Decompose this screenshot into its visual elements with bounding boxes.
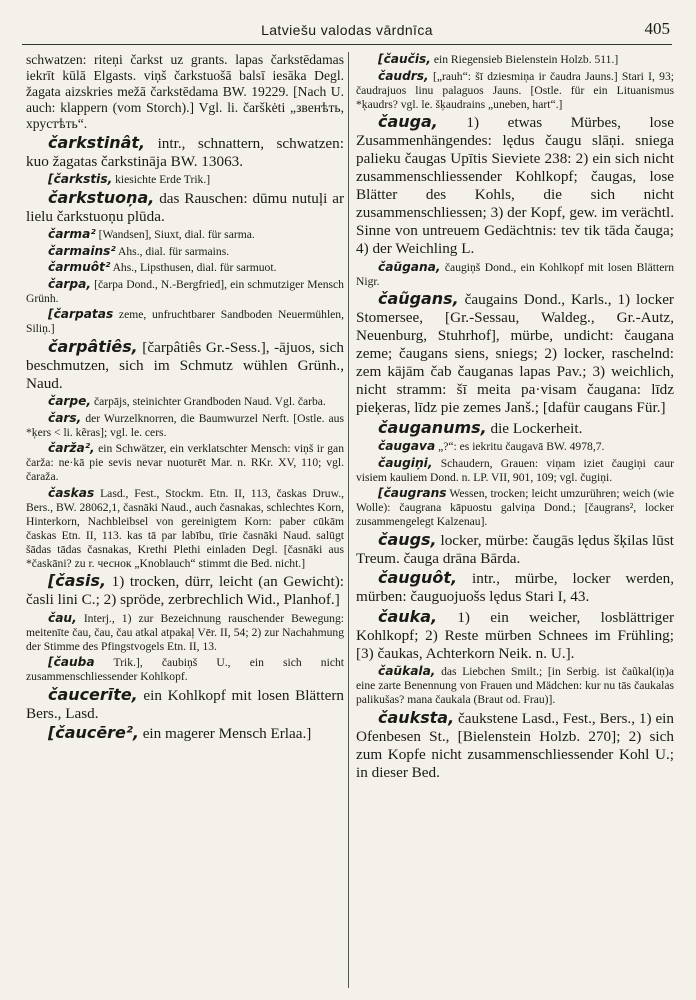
entry-definition: čarpājs, steinichter Grandboden Naud. Vgl. čarba. xyxy=(93,395,326,409)
page-number: 405 xyxy=(644,19,670,38)
entry-headword: čau, xyxy=(48,610,77,625)
left-column xyxy=(26,52,344,745)
dictionary-entry xyxy=(26,611,344,654)
entry-headword: čarpâtiês, xyxy=(48,336,138,356)
entry-headword: čarkstinât, xyxy=(48,132,146,152)
dictionary-entry xyxy=(26,655,344,684)
entry-headword: čaudrs, xyxy=(378,68,429,83)
entry-headword: čauga, xyxy=(378,112,438,131)
entry-definition: ein magerer Mensch Erlaa.] xyxy=(142,725,312,743)
dictionary-entry xyxy=(26,411,344,440)
dictionary-entry xyxy=(26,572,344,609)
dictionary-entry xyxy=(26,724,344,743)
entry-definition: [Wandsen], Siuxt, dial. für sarma. xyxy=(98,228,255,242)
entry-headword: čaũgans, xyxy=(378,289,459,308)
dictionary-entry xyxy=(26,277,344,306)
entry-headword: [čauba xyxy=(48,655,95,670)
entry-headword: čaugs, xyxy=(378,529,437,549)
entry-headword: [čarkstis, xyxy=(48,172,113,187)
entry-headword: čarmains² xyxy=(48,243,116,258)
entry-definition: Ahs., dial. für sarmains. xyxy=(118,244,230,258)
dictionary-entry xyxy=(26,244,344,259)
dictionary-entry xyxy=(26,441,344,484)
dictionary-entry xyxy=(26,338,344,393)
entry-headword: čauka, xyxy=(378,606,438,626)
entry-definition: schwatzen: riteņi čarkst uz grants. lapas čarkstēdamas iekrīt kūlā Elgasts. viņš čarkstuošā balsī iesāka Degl. žagata aizskries mežā čarkstēdama BW. 19229. [Nach U. auch: klappern (vom Storch).] Vgl. li. čarškėti „звенѣть, хрустѣть“. xyxy=(26,52,344,132)
dictionary-entry xyxy=(356,608,674,663)
entry-headword: čaugiņi, xyxy=(378,455,433,470)
dictionary-entry xyxy=(356,531,674,568)
entry-definition: ein Kohlkopf mit losen Blättern Bers., Lasd. xyxy=(26,686,344,722)
dictionary-entry xyxy=(26,486,344,571)
entry-definition: der Wurzelknorren, die Baumwurzel Nerft. [Ostle. aus *ķers < li. kẽras]; vgl. le. cers. xyxy=(26,411,344,439)
page-header xyxy=(22,14,672,45)
entry-definition: Ahs., Lipsthusen, dial. für sarmuot. xyxy=(112,261,277,275)
entry-headword: čarma² xyxy=(48,227,96,242)
entry-headword: čaũkala, xyxy=(378,664,436,678)
entry-headword: čarkstuoņa, xyxy=(48,187,155,207)
dictionary-entry xyxy=(26,52,344,132)
dictionary-entry xyxy=(26,686,344,723)
entry-headword: [čaugrans xyxy=(378,486,447,500)
dictionary-entry xyxy=(356,290,674,417)
entry-headword: čars, xyxy=(48,410,82,425)
entry-headword: čaũgana, xyxy=(378,259,441,274)
dictionary-entry xyxy=(356,52,674,67)
entry-definition: čaukstene Lasd., Fest., Bers., 1) ein Ofenbesen St., [Bielenstein Holzb. 270]; 2) sich zum Kopfe nicht zusammenschliessender Kohl U.; in dieser Bed. xyxy=(356,709,674,781)
dictionary-entry xyxy=(356,69,674,112)
entry-definition: Trik.], čaubiņš U., ein sich nicht zusammenschliessender Kohlkopf. xyxy=(26,656,344,684)
dictionary-entry xyxy=(356,569,674,606)
dictionary-entry xyxy=(26,189,344,226)
entry-headword: [čarpatas xyxy=(48,307,114,322)
entry-headword: čarpe, xyxy=(48,394,92,409)
entry-definition: 1) etwas Mürbes, lose Zusammenhängendes: lędus čaugu slāņi. sniega palieku čaugas Upītis Sieviete 238: 2) ein sich nicht zusammenschliessender Kohlkopf; čaugas, lose Blätter des Kohls, die sich nicht zusammenschliessen; 3) der Kopf, gew. im verächtl. Sinne von untreuem Gedächtnis: tev tik tāda čauga; 4) der Weichling L. xyxy=(356,114,674,257)
entry-headword: čarpa, xyxy=(48,276,91,291)
column-divider xyxy=(348,52,349,988)
entry-definition: ein Riegensieb Bielenstein Holzb. 511.] xyxy=(433,53,619,66)
entry-definition: kiesichte Erde Trik.] xyxy=(115,173,211,187)
entry-headword: čauksta, xyxy=(378,707,455,727)
entry-definition: [čarpa Dond., N.-Bergfried], ein schmutziger Mensch Grünh. xyxy=(26,277,344,305)
entry-definition: locker, mürbe: čaugās lędus šķilas lūst Treum. čauga drāna Bārda. xyxy=(356,531,675,567)
dictionary-entry xyxy=(356,439,674,454)
right-column xyxy=(356,52,674,783)
dictionary-entry xyxy=(26,260,344,275)
dictionary-entry xyxy=(356,113,674,258)
entry-definition: die Lockerheit. xyxy=(490,419,583,437)
entry-headword: časkas xyxy=(48,485,95,500)
entry-definition: Wessen, trocken; leicht umzurühren; weich (wie Wolle): čaugrana kāpuostu galviņa Dond.; [čaugrans², locker zusammengelegt Kalzenau]. xyxy=(356,487,674,528)
entry-definition: Lasd., Fest., Stockm. Etn. II, 113, časkas Druw., Bers., BW. 28062,1, časnāki Naud., auch časnakas, schlechtes Korn, Hinterkorn, Nachbleibsel von gereinigtem Korn: paber cūkām časkas Etn. II, 113. kas tā par labību, tīrie časnāki Naud. salūgt šādas tādas časnakas, Krethi Plethi einladen Degl. [časnāki aus *časkāni? zu r. чеснок „Knoblauch“ stimmt die Bed. nicht.] xyxy=(26,486,344,570)
entry-definition: Schaudern, Grauen: viņam iziet čaugiņi caur visiem kauliem Dond. n. LP. VII, 901, 109; vgl. čugiņi. xyxy=(356,456,674,484)
dictionary-entry xyxy=(356,456,674,485)
entry-headword: čarža², xyxy=(48,441,95,456)
dictionary-entry xyxy=(26,307,344,336)
entry-headword: čauguôt, xyxy=(378,568,458,587)
entry-definition: „?“: es iekritu čaugavā BW. 4978,7. xyxy=(438,440,605,453)
dictionary-entry xyxy=(26,172,344,187)
entry-definition: 1) trocken, dürr, leicht (an Gewicht): časli lini C.; 2) spröde, zerbrechlich Wid., Planhof.] xyxy=(26,573,344,609)
entry-definition: čaugiņš Dond., ein Kohlkopf mit losen Blättern Nigr. xyxy=(356,260,674,288)
entry-definition: Interj., 1) zur Bezeichnung rauschender Bewegung: meitenīte čau, čau, čau atkal atpakaļ Vēr. II, 54; 2) zur Nachahmung der Stimme des Pfingstvogels Etn. II, 13. xyxy=(26,611,344,653)
entry-headword: [časis, xyxy=(48,571,107,591)
entry-definition: 1) ein weicher, losblättriger Kohlkopf; 2) Reste mürben Schnees im Frühling; [3) čaukas, Achterkorn Neik. n. U.]. xyxy=(356,608,675,662)
entry-headword: čaucerīte, xyxy=(48,684,138,704)
entry-headword: čarmuôt² xyxy=(48,260,111,275)
entry-definition: [čarpâtiês Gr.-Sess.], -ājuos, sich beschmutzen, sich im Schmutz wühlen Grünh., Naud. xyxy=(26,338,345,392)
dictionary-entry xyxy=(26,394,344,409)
running-title: Latviešu valodas vārdnīca xyxy=(261,22,433,38)
dictionary-entry xyxy=(356,260,674,289)
entry-headword: čaugava xyxy=(378,439,436,453)
entry-headword: čauganums, xyxy=(378,417,487,437)
dictionary-entry xyxy=(26,227,344,242)
entry-definition: ein Schwätzer, ein verklatschter Mensch: viņš ir gan čarža: ne·kā pie sevis nevar nuoturēt Mar. n. RKr. XV, 110; vgl. čaraža. xyxy=(26,442,344,484)
dictionary-entry xyxy=(356,419,674,438)
entry-definition: [„rauh“: šī dziesmiņa ir čaudra Jauns.] Stari I, 93; čaudrajuos linu palaguos Jauns. [Ostle. für ein Lituanismus *ķaudrs? vgl. le. šķaudrains „uneben, hart“.] xyxy=(356,69,674,111)
entry-definition: das Rauschen: dūmu nutuļi ar lielu čarkstuoņu plūda. xyxy=(26,189,345,225)
dictionary-entry xyxy=(356,709,674,782)
entry-definition: intr., mürbe, locker werden, mürben: čauguojuošs lędus Stari I, 43. xyxy=(356,570,674,605)
entry-definition: čaugains Dond., Karls., 1) locker Stomersee, [Gr.-Sessau, Waldeg., Gr.-Autz, Neuenburg, Stuhrhof], mürbe, undicht: čaugana zeme; čaugans siens, sniegs; 2) locker, raschelnd: zem kājām čab čauganas lapas Pav.; 3) weichlich, nicht stramm: šī meita pa·visam čaugana: līdz pieķeras, līdz pie zemes Janš.; [dafür caugans Für.] xyxy=(356,291,674,416)
entry-headword: [čaucēre², xyxy=(48,723,139,743)
entry-definition: zeme, unfruchtbarer Sandboden Neuermühlen, Siliņ.] xyxy=(26,308,345,336)
dictionary-entry xyxy=(356,664,674,707)
dictionary-entry xyxy=(356,486,674,529)
entry-definition: intr., schnattern, schwatzen: kuo žagatas čarkstināja BW. 13063. xyxy=(26,134,344,170)
entry-headword: [čaučis, xyxy=(378,52,431,66)
dictionary-entry xyxy=(26,134,344,171)
entry-definition: das Liebchen Smilt.; [in Serbig. ist čaũkal(iņ)a eine zarte Benennung von Frauen und Mädchen: kur nu tās čaukalas palikušas? mana čaukala (Braut od. Frau)]. xyxy=(356,665,674,706)
